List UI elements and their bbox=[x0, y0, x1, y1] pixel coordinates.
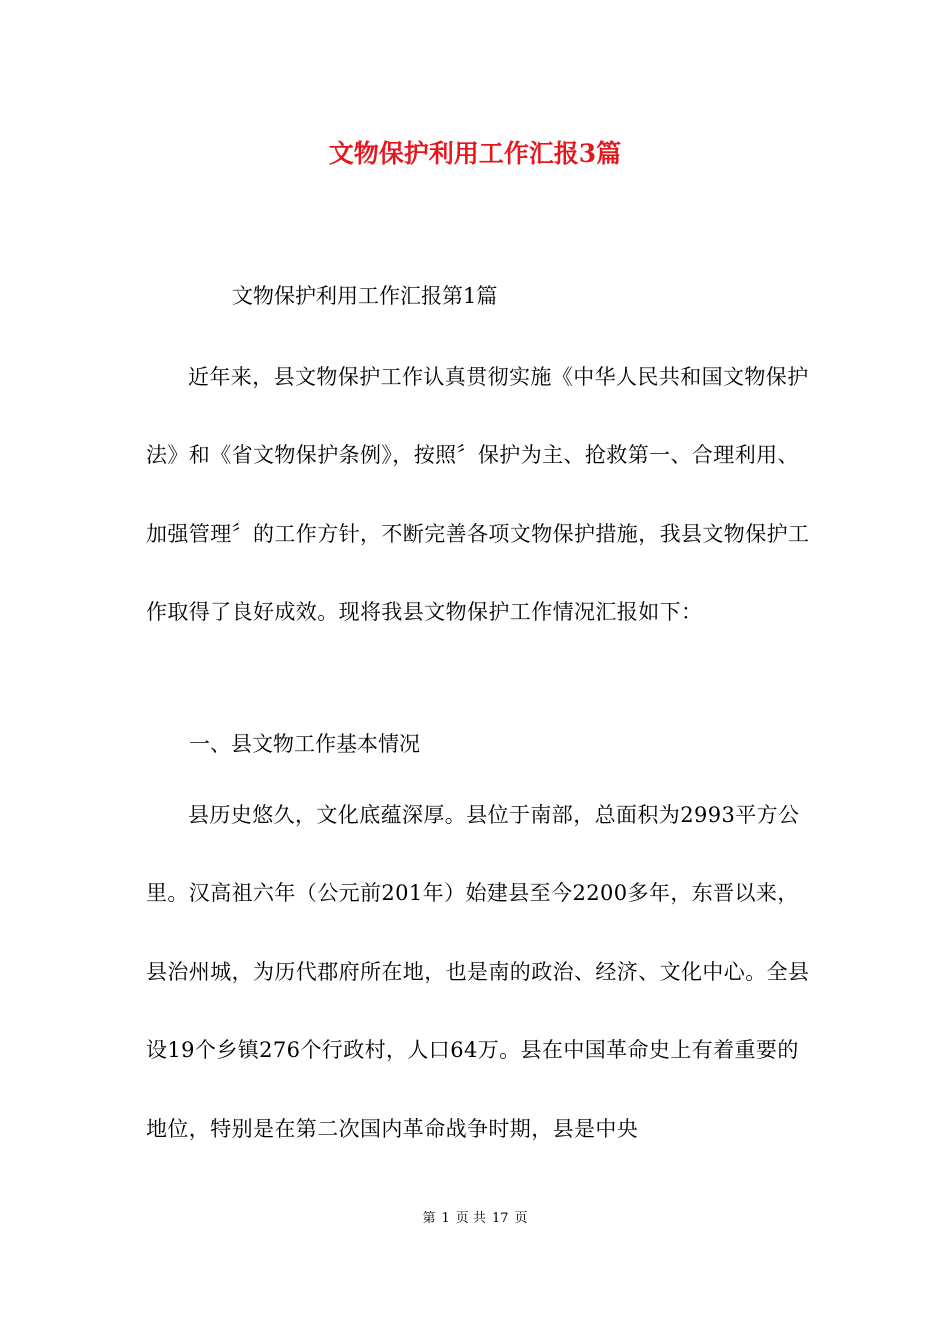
section-heading: 一、县文物工作基本情况 bbox=[189, 732, 420, 756]
document-title: 文物保护利用工作汇报3篇 bbox=[328, 139, 622, 168]
footer-suffix: 页 bbox=[514, 1211, 528, 1226]
footer-current-page: 1 bbox=[441, 1211, 450, 1226]
body-paragraph: 县历史悠久，文化底蕴深厚。县位于南部，总面积为2993平方公里。汉高祖六年（公元前201年）始建县至今2200多年，东晋以来，县治州城，为历代郡府所在地，也是南的政治、经济、文化中心。全县设19个乡镇276个行政村，人口64万。县在中国革命史上有着重要的地位，特别是在第二次国内革命战争时期，县是中央 bbox=[146, 803, 810, 1141]
footer-prefix: 第 bbox=[422, 1211, 436, 1226]
page-footer bbox=[0, 1210, 950, 1228]
footer-middle: 页 共 bbox=[455, 1211, 486, 1226]
footer-total-pages: 17 bbox=[491, 1211, 509, 1226]
intro-paragraph: 近年来，县文物保护工作认真贯彻实施《中华人民共和国文物保护法》和《省文物保护条例》，按照〞保护为主、抢救第一、合理利用、加强管理〞的工作方针，不断完善各项文物保护措施，我县文物保护工作取得了良好成效。现将我县文物保护工作情况汇报如下： bbox=[146, 365, 810, 625]
article-subtitle: 文物保护利用工作汇报第1篇 bbox=[232, 284, 498, 308]
